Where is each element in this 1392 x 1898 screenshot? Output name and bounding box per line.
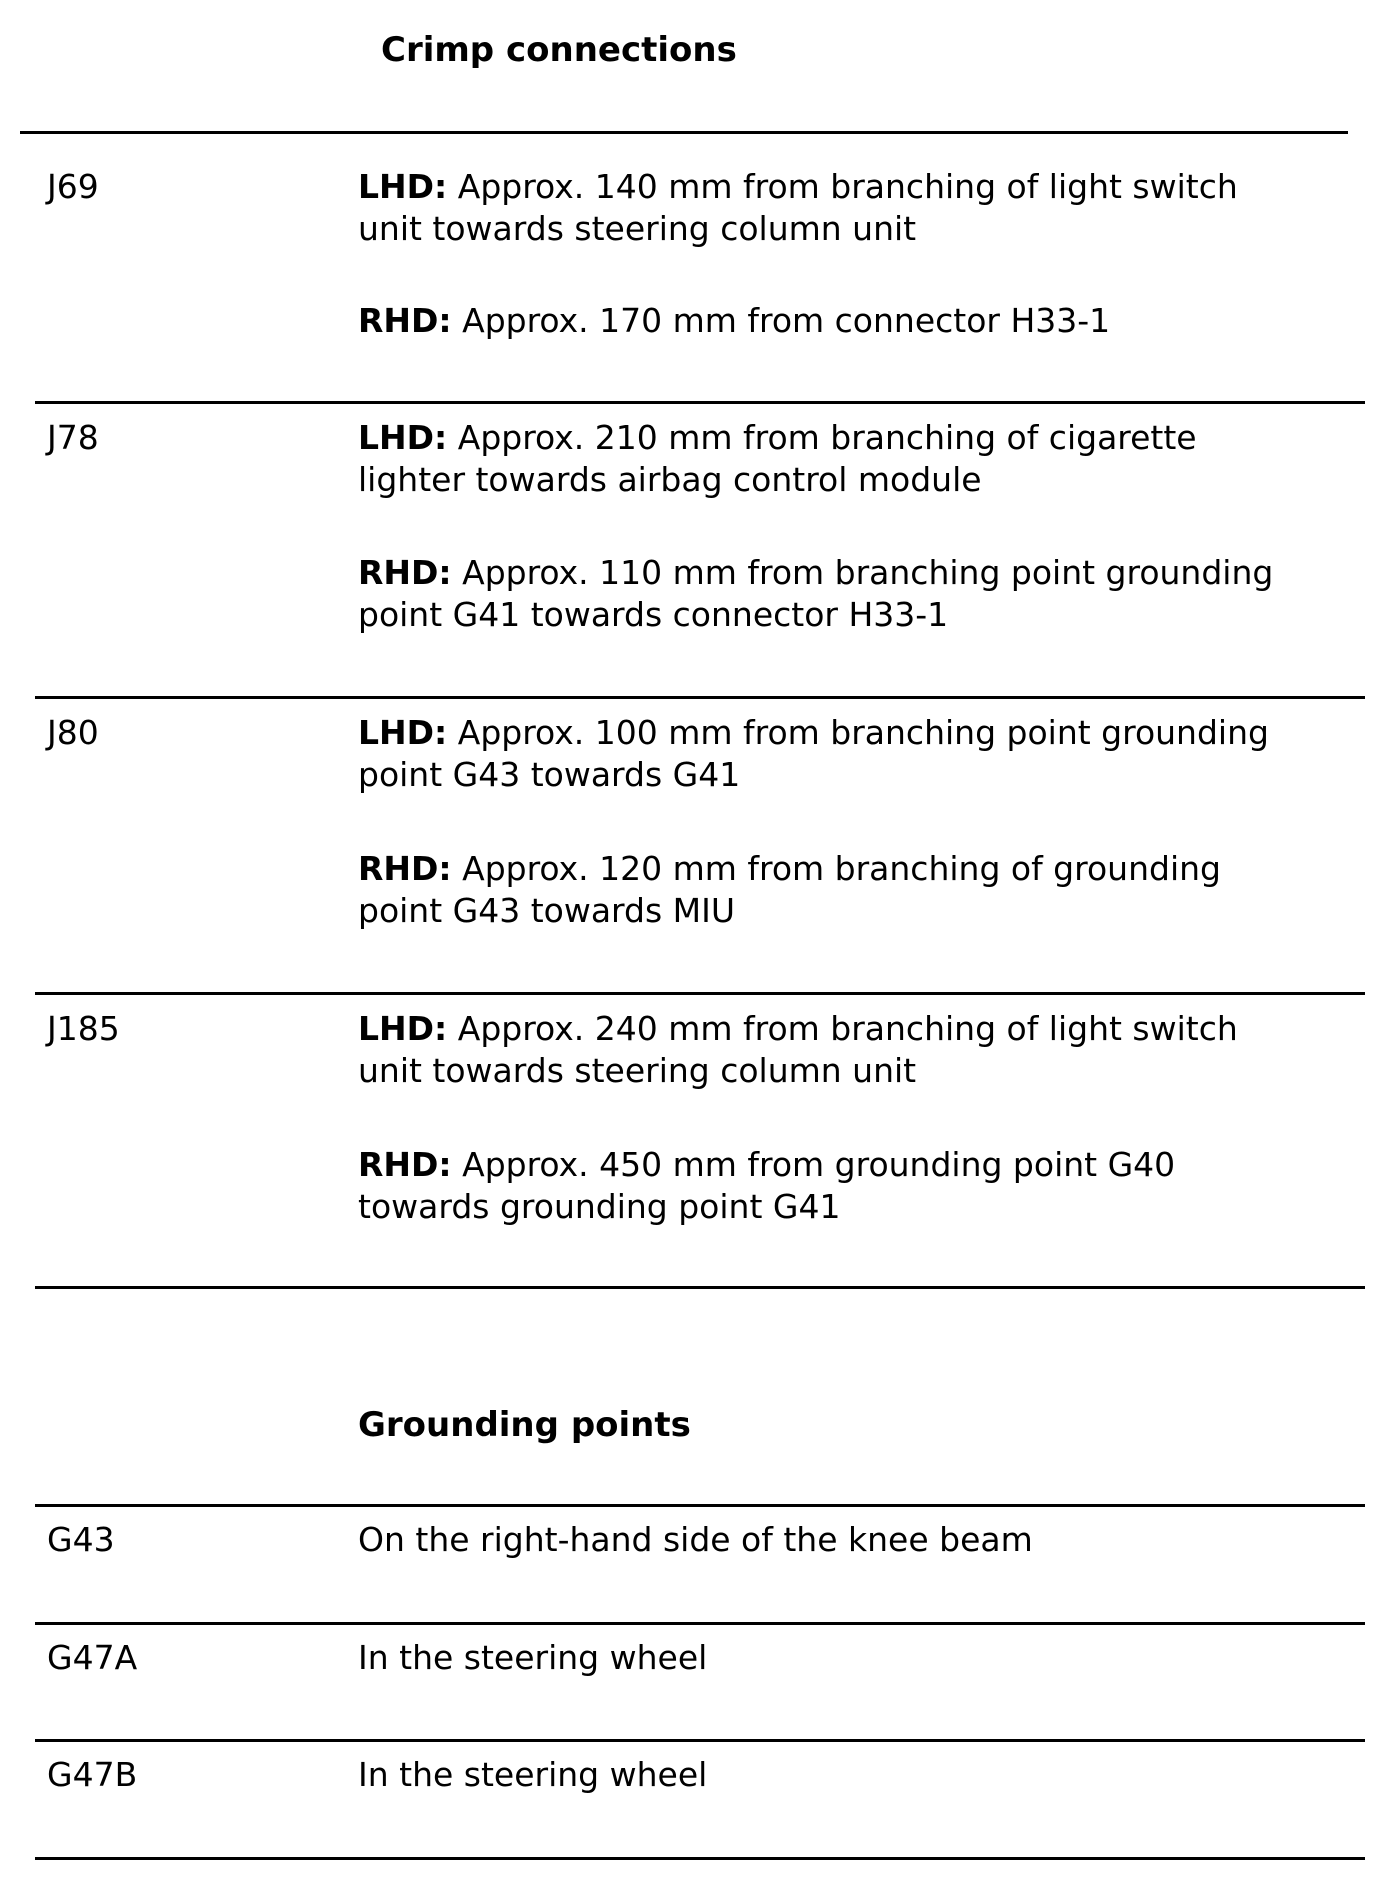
- row-divider: [35, 1739, 1365, 1742]
- rhd-label: RHD:: [358, 849, 452, 888]
- rhd-text-line1: Approx. 110 mm from branching point grounding: [451, 553, 1274, 592]
- row-divider: [35, 401, 1365, 404]
- crimp-lhd-j185: [358, 1008, 1358, 1092]
- crimp-connections-heading: Crimp connections: [381, 30, 737, 70]
- rhd-label: RHD:: [358, 301, 452, 340]
- crimp-lhd-j80: [358, 712, 1358, 796]
- grounding-code-g47a: G47A: [47, 1638, 138, 1677]
- table-bottom-rule: [35, 1286, 1365, 1289]
- lhd-label: LHD:: [358, 418, 448, 457]
- row-divider: [35, 1622, 1365, 1625]
- crimp-rhd-j69: [358, 300, 1358, 342]
- crimp-code-j69: J69: [47, 167, 99, 206]
- rhd-text-line1: Approx. 170 mm from connector H33-1: [451, 301, 1111, 340]
- lhd-text-line1: Approx. 240 mm from branching of light switch: [447, 1009, 1238, 1048]
- rhd-text-line1: Approx. 120 mm from branching of grounding: [451, 849, 1221, 888]
- row-divider: [35, 992, 1365, 995]
- crimp-code-j78: J78: [47, 418, 99, 457]
- grounding-code-g47b: G47B: [47, 1755, 138, 1794]
- rhd-text-line2: point G43 towards MIU: [358, 891, 736, 930]
- crimp-lhd-j78: [358, 417, 1358, 501]
- grounding-desc-g47b: In the steering wheel: [358, 1755, 708, 1794]
- grounding-desc-g43: On the right-hand side of the knee beam: [358, 1520, 1033, 1559]
- crimp-rhd-j185: [358, 1144, 1358, 1228]
- crimp-rhd-j80: [358, 848, 1358, 932]
- grounding-bottom-rule: [35, 1857, 1365, 1860]
- rhd-label: RHD:: [358, 553, 452, 592]
- lhd-text-line2: lighter towards airbag control module: [358, 460, 982, 499]
- row-divider: [35, 696, 1365, 699]
- lhd-text-line1: Approx. 100 mm from branching point grounding: [447, 713, 1269, 752]
- grounding-desc-g47a: In the steering wheel: [358, 1638, 708, 1677]
- crimp-lhd-j69: [358, 166, 1358, 250]
- lhd-text-line2: unit towards steering column unit: [358, 1051, 917, 1090]
- lhd-text-line1: Approx. 210 mm from branching of cigarette: [447, 418, 1197, 457]
- rhd-text-line2: towards grounding point G41: [358, 1187, 841, 1226]
- crimp-code-j185: J185: [47, 1009, 120, 1048]
- lhd-text-line1: Approx. 140 mm from branching of light switch: [447, 167, 1238, 206]
- lhd-text-line2: unit towards steering column unit: [358, 209, 917, 248]
- grounding-top-rule: [35, 1504, 1365, 1507]
- lhd-label: LHD:: [358, 167, 448, 206]
- lhd-label: LHD:: [358, 713, 448, 752]
- grounding-code-g43: G43: [47, 1520, 115, 1559]
- lhd-label: LHD:: [358, 1009, 448, 1048]
- rhd-text-line1: Approx. 450 mm from grounding point G40: [451, 1145, 1176, 1184]
- grounding-points-heading: Grounding points: [358, 1405, 691, 1445]
- rhd-text-line2: point G41 towards connector H33-1: [358, 595, 949, 634]
- crimp-code-j80: J80: [47, 713, 99, 752]
- rhd-label: RHD:: [358, 1145, 452, 1184]
- crimp-rhd-j78: [358, 552, 1358, 636]
- table-top-rule: [20, 131, 1348, 134]
- lhd-text-line2: point G43 towards G41: [358, 755, 741, 794]
